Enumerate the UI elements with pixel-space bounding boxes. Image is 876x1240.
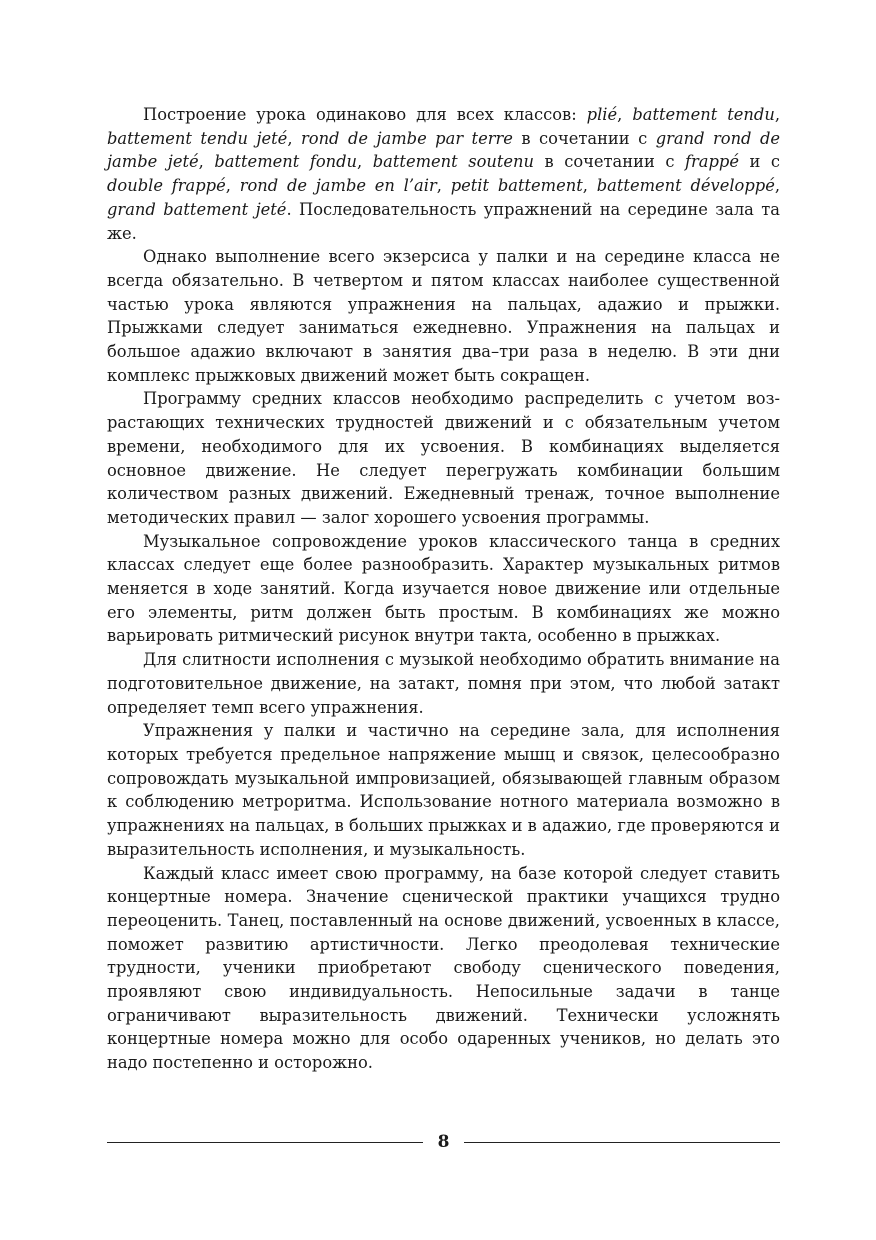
italic-term: battement soutenu	[372, 152, 535, 172]
italic-term: battement fondu	[214, 152, 358, 172]
italic-term: double frappé	[107, 176, 226, 196]
footer-rule-right	[464, 1142, 780, 1143]
italic-term: battement tendu	[632, 105, 775, 124]
text-run: ,	[225, 176, 240, 196]
text-run: ,	[436, 176, 451, 196]
text-run: и с	[738, 152, 780, 172]
italic-term: frappé	[684, 152, 739, 172]
page-footer	[107, 1130, 780, 1154]
page-number: 8	[437, 1132, 450, 1152]
text-run: ,	[357, 152, 373, 172]
text-run: ,	[582, 176, 597, 196]
italic-term: grand rond de jambe jeté	[107, 128, 781, 172]
paragraph-musical-accompaniment	[107, 530, 780, 649]
page-body	[107, 103, 780, 1075]
paragraph-exercise-execution	[107, 245, 780, 387]
text-run: ,	[774, 176, 781, 196]
text-run: Построение урока одинаково для всех классов:	[143, 105, 587, 124]
text-run: ,	[287, 128, 301, 148]
italic-term: grand battement jeté	[107, 199, 287, 219]
paragraph-concert-numbers	[107, 862, 780, 1075]
italic-term: battement développé	[596, 176, 775, 196]
text-run: Для слитности исполнения с музыкой необходимо обратить внимание на подготовительное движение, на затакт, помня при этом, что любой затакт определяет темп всего упражнения.	[107, 650, 780, 717]
text-run: ,	[774, 105, 780, 124]
paragraph-improvisation	[107, 719, 780, 861]
italic-term: petit battement	[450, 176, 583, 196]
italic-term: battement tendu jeté	[107, 128, 288, 148]
italic-term: rond de jambe par terre	[300, 128, 513, 148]
text-run: в сочетании с	[534, 152, 685, 172]
text-run: в сочетании с	[512, 128, 656, 148]
paragraph-middle-classes-program	[107, 387, 780, 529]
text-run: ,	[198, 152, 215, 172]
text-run: Музыкальное сопровождение уроков классического танца в средних классах следует еще более разнообразить. Характер музыкальных ритмов меняется в ходе занятий. Когда изучается новое движение или отдельные его элементы, ритм должен быть простым. В комбинациях же можно варьировать ритмический рисунок внутри такта, особенно в прыжках.	[107, 531, 780, 646]
paragraph-preparatory-movement	[107, 648, 780, 719]
paragraph-lesson-structure	[107, 103, 780, 245]
text-run: Упражнения у палки и частично на середине зала, для исполнения которых требуется предельное напряжение мышц и связок, целесообразно сопровождать музыкальной импровизацией, обязывающей главным образом к соблюдению метроритма. Использование нотного материала возможно в упражнениях на пальцах, в больших прыжках и в адажио, где проверяются и выразительность исполнения, и музыкальность.	[107, 721, 780, 859]
italic-term: plié	[586, 105, 618, 124]
text-run: ,	[617, 105, 633, 124]
text-run: Программу средних классов необходимо распределить с учетом возрастающих технических трудностей движений и с обязательным учетом времени, необходимого для их усвоения. В комбинациях выделяется основное движение. Не следует перегружать комбинации большим количеством разных движений. Ежедневный тренаж, точное выполнение методических правил — залог хорошего усвоения программы.	[107, 389, 780, 527]
text-run: Однако выполнение всего экзерсиса у палки и на середине класса не всегда обязательно. В четвертом и пятом классах наиболее существенной частью урока являются упражнения на пальцах, адажио и прыжки. Прыжками следует заниматься ежедневно. Упражнения на пальцах и большое адажио включают в занятия два–три раза в неделю. В эти дни комплекс прыжковых движений может быть сокращен.	[107, 247, 780, 385]
italic-term: rond de jambe en l’air	[239, 176, 437, 196]
text-run: Каждый класс имеет свою программу, на базе которой следует ставить концертные номера. Значение сценической практики учащихся трудно переоценить. Танец, поставленный на основе движений, усвоенных в классе, поможет развитию артистичности. Легко преодолевая технические трудности, ученики приобретают свободу сценического поведения, проявляют свою индивидуальность. Непосильные задачи в танце ограничивают выразительность движений. Технически усложнять концертные номера можно для особо одаренных учеников, но делать это надо постепенно и осторожно.	[107, 863, 780, 1073]
footer-rule-left	[107, 1142, 423, 1143]
text-run: . Последовательность упражнений на середине зала та же.	[107, 199, 781, 243]
